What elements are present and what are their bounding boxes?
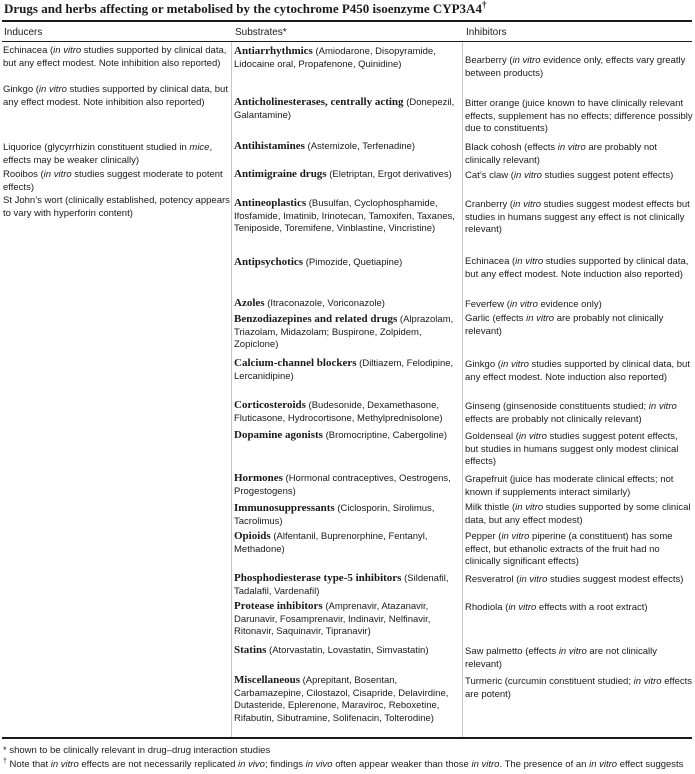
inhibitor-entry: Resveratrol (in vitro studies suggest modest effects): [465, 574, 684, 585]
substrate-entry: Antihistamines (Astemizole, Terfenadine): [234, 140, 416, 152]
header-substrates: Substrates*: [235, 27, 287, 38]
substrate-entry: Miscellaneous (Aprepitant, Bosentan, Carbamazepine, Cilostazol, Cisapride, Delavirdine, Dutasteride, Eplerenone, Maraviroc, Reboxetine, Rifabutin, Sibutramine, Solifenacin, Tolterodine): [234, 674, 449, 724]
substrate-class: Phosphodiesterase type-5 inhibitors: [234, 572, 402, 584]
inhibitor-entry: Feverfew (in vitro evidence only): [465, 299, 602, 310]
table-title: Drugs and herbs affecting or metabolised by the cytochrome P450 isoenzyme CYP3A4†: [4, 0, 487, 16]
substrate-class: Antipsychotics: [234, 256, 304, 268]
header-inhibitors: Inhibitors: [466, 27, 507, 38]
inhibitor-entry: Echinacea (in vitro studies supported by clinical data, but any effect modest. Note induction also reported): [465, 256, 689, 280]
inhibitor-entry: Rhodiola (in vitro effects with a root extract): [465, 602, 648, 613]
substrate-entry: Calcium-channel blockers (Diltiazem, Felodipine, Lercanidipine): [234, 357, 454, 382]
footnote-mark: *: [3, 745, 7, 756]
column-divider: [462, 42, 463, 738]
substrate-entry: Phosphodiesterase type-5 inhibitors (Sildenafil, Tadalafil, Vardenafil): [234, 572, 449, 597]
inhibitor-entry: Black cohosh (effects in vitro are probably not clinically relevant): [465, 142, 658, 166]
substrate-class: Antiarrhythmics: [234, 45, 313, 57]
substrate-class: Miscellaneous: [234, 674, 300, 686]
substrate-entry: Hormones (Hormonal contraceptives, Oestrogens, Progestogens): [234, 472, 451, 497]
substrate-class: Antihistamines: [234, 140, 305, 152]
substrate-entry: Antimigraine drugs (Eletriptan, Ergot derivatives): [234, 168, 452, 180]
substrate-class: Antimigraine drugs: [234, 168, 327, 180]
inhibitor-entry: Ginseng (ginsenoside constituents studied; in vitro effects are probably not clinically relevant): [465, 401, 677, 425]
header-inducers: Inducers: [4, 27, 43, 38]
inhibitor-entry: Ginkgo (in vitro studies supported by clinical data, but any effect modest. Note induction also reported): [465, 359, 690, 383]
substrate-entry: Immunosuppressants (Ciclosporin, Sirolimus, Tacrolimus): [234, 502, 435, 527]
bottom-rule: [2, 737, 692, 739]
substrate-class: Protease inhibitors: [234, 600, 323, 612]
footnote-text: Note that in vitro effects are not necessarily replicated in vivo; findings in vivo often appear weaker than those in vitro. The presence of an in vitro effect suggests: [9, 759, 684, 770]
substrate-class: Opioids: [234, 530, 271, 542]
substrate-class: Corticosteroids: [234, 399, 306, 411]
substrate-class: Azoles: [234, 297, 265, 309]
inhibitor-entry: Grapefruit (juice has moderate clinical effects; not known if supplements interact similarly): [465, 474, 674, 498]
inducer-entry: Ginkgo (in vitro studies supported by clinical data, but any effect modest. Note inhibition also reported): [3, 84, 228, 108]
inhibitor-entry: Goldenseal (in vitro studies suggest potent effects, but studies in humans suggest only modest clinical effects): [465, 431, 679, 468]
inhibitor-entry: Cat’s claw (in vitro studies suggest potent effects): [465, 170, 674, 181]
substrate-class: Calcium-channel blockers: [234, 357, 357, 369]
header-rule: [2, 41, 692, 42]
inducer-entry: St John’s wort (clinically established, potency appears to vary with hyperforin content): [3, 195, 230, 219]
inducer-entry: Echinacea (in vitro studies supported by clinical data, but any effect modest. Note inhibition also reported): [3, 45, 227, 69]
footnote: [3, 759, 693, 771]
inhibitor-entry: Garlic (effects in vitro are probably not clinically relevant): [465, 313, 664, 337]
inducer-entry: Liquorice (glycyrrhizin constituent studied in mice, effects may be weaker clinically): [3, 142, 213, 166]
substrate-entry: Dopamine agonists (Bromocriptine, Cabergoline): [234, 429, 448, 441]
inhibitor-entry: Bearberry (in vitro evidence only, effects vary greatly between products): [465, 55, 686, 79]
substrate-class: Statins: [234, 644, 267, 656]
substrate-entry: Anticholinesterases, centrally acting (Donepezil, Galantamine): [234, 96, 455, 121]
inhibitor-entry: Cranberry (in vitro studies suggest modest effects but studies in humans suggest any effect is not clinically relevant): [465, 199, 690, 236]
inhibitor-entry: Bitter orange (juice known to have clinically relevant effects, supplement has no effects; difference possibly due to constituents): [465, 98, 693, 135]
footnote-mark: †: [3, 757, 7, 765]
inhibitor-entry: Pepper (in vitro piperine (a constituent) has some effect, but ethanolic extracts of the fruit had no clinically significant effects): [465, 531, 673, 568]
inhibitor-entry: Milk thistle (in vitro studies supported by some clinical data, but any effect modest): [465, 502, 691, 526]
substrate-class: Anticholinesterases, centrally acting: [234, 96, 404, 108]
substrate-entry: Antineoplastics (Busulfan, Cyclophosphamide, Ifosfamide, Imatinib, Irinotecan, Tamoxifen, Taxanes, Teniposide, Toremifene, Vinblastine, Vincristine): [234, 197, 455, 235]
footnote: [3, 745, 693, 757]
substrate-entry: Corticosteroids (Budesonide, Dexamethasone, Fluticasone, Hydrocortisone, Methylprednisolone): [234, 399, 443, 424]
substrate-class: Antineoplastics: [234, 197, 307, 209]
substrate-entry: Statins (Atorvastatin, Lovastatin, Simvastatin): [234, 644, 429, 656]
substrate-class: Benzodiazepines and related drugs: [234, 313, 398, 325]
top-rule: [2, 20, 692, 22]
inhibitor-entry: Turmeric (curcumin constituent studied; in vitro effects are potent): [465, 676, 693, 700]
substrate-entry: Opioids (Alfentanil, Buprenorphine, Fentanyl, Methadone): [234, 530, 428, 555]
substrate-entry: Azoles (Itraconazole, Voriconazole): [234, 297, 385, 309]
substrate-class: Dopamine agonists: [234, 429, 323, 441]
column-divider: [231, 42, 232, 738]
title-footnote-mark: †: [481, 0, 487, 10]
substrate-class: Hormones: [234, 472, 283, 484]
substrate-entry: Protease inhibitors (Amprenavir, Atazanavir, Darunavir, Fosamprenavir, Indinavir, Nelfinavir, Ritonavir, Saquinavir, Tipranavir): [234, 600, 431, 638]
footnote-text: shown to be clinically relevant in drug–drug interaction studies: [9, 745, 271, 756]
substrate-entry: Benzodiazepines and related drugs (Alprazolam, Triazolam, Midazolam; Buspirone, Zolpidem, Zopiclone): [234, 313, 454, 351]
substrate-entry: Antipsychotics (Pimozide, Quetiapine): [234, 256, 403, 268]
substrate-entry: Antiarrhythmics (Amiodarone, Disopyramide, Lidocaine oral, Propafenone, Quinidine): [234, 45, 436, 70]
substrate-class: Immunosuppressants: [234, 502, 335, 514]
inhibitor-entry: Saw palmetto (effects in vitro are not clinically relevant): [465, 646, 658, 670]
inducer-entry: Rooibos (in vitro studies suggest moderate to potent effects): [3, 169, 223, 193]
